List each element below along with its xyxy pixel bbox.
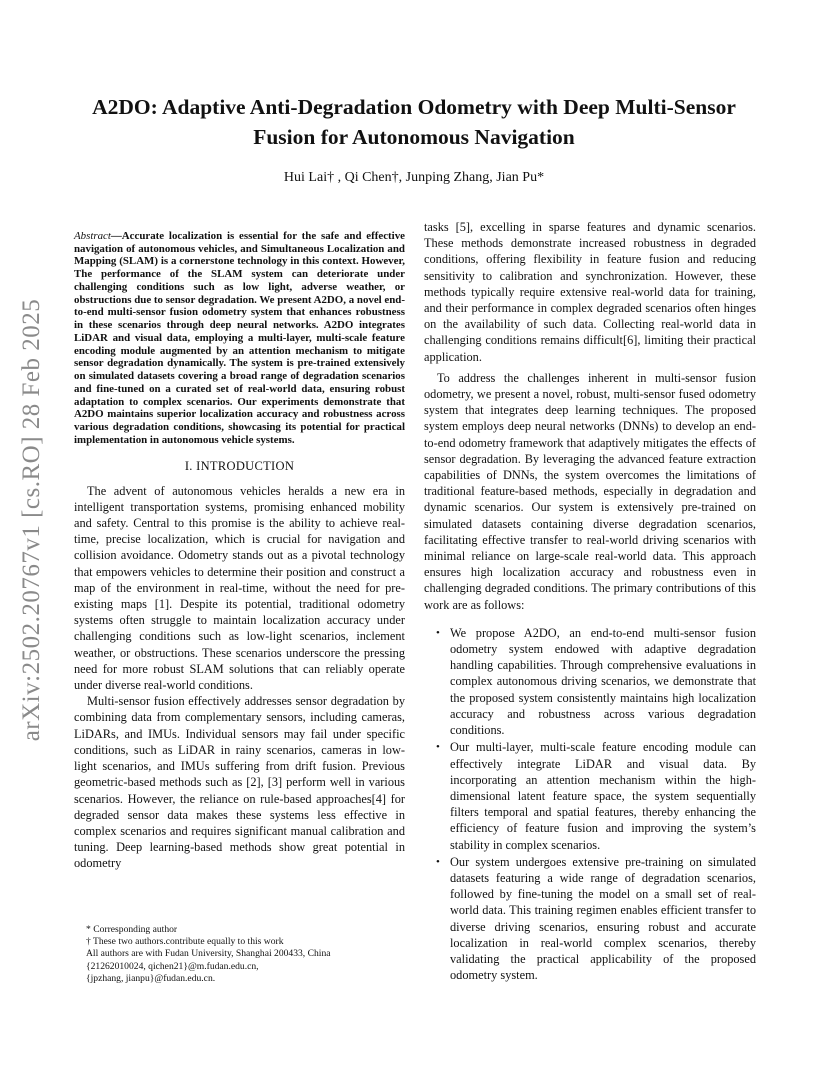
title-line-2: Fusion for Autonomous Navigation	[253, 125, 575, 149]
section-heading-introduction: I. INTRODUCTION	[184, 458, 295, 473]
arxiv-identifier: arXiv:2502.20767v1 [cs.RO] 28 Feb 2025	[18, 298, 45, 742]
footnotes	[74, 924, 405, 985]
footnote-corresponding: * Corresponding author	[86, 924, 178, 935]
bullet-icon: •	[436, 626, 440, 639]
list-item	[424, 854, 756, 984]
contribution-text-2: Our multi-layer, multi-scale feature encoding module can effectively integrate LiDAR and visual data. By incorporating an attention mechanism within the high-dimensional latent feature space, the system sequentially filters temporal and spatial features, thereby enhancing the efficiency of feature fusion and improving the system’s stability in complex scenarios.	[450, 740, 756, 852]
footnote-emails-1: {21262010024, qichen21}@m.fudan.edu.cn,	[86, 960, 259, 972]
footnote-equal-contribution: † These two authors.contribute equally to this work	[86, 936, 284, 948]
intro-paragraph-3: tasks [5], excelling in sparse features and dynamic scenarios. These methods demonstrate increased robustness in degraded conditions, offering flexibility in feature fusion and reducing sensitivity to calibration and synchronization. However, these methods typically require extensive real-world data for training, and their performance in complex degraded scenarios often hinges on the availability of such data. Collecting real-world data in challenging conditions remains difficult[6], limiting their practical application.	[424, 220, 756, 364]
intro-paragraph-1: The advent of autonomous vehicles heralds a new era in intelligent transportation systems, promising enhanced mobility and safety. Central to this promise is the ability to achieve real-time, precise localization, which is crucial for navigation and collision avoidance. Odometry stands out as a pivotal technology that empowers vehicles to determine their position and construct a map of the environment in real-time, without the need for pre-existing maps [1]. Despite its potential, traditional odometry systems often struggle to maintain localization accuracy under challenging conditions such as low-light scenarios, inclement weather, or obstructions. These scenarios underscore the pressing need for more robust SLAM solutions that can reliably operate under diverse real-world conditions.	[74, 483, 405, 693]
list-item	[424, 625, 756, 738]
contribution-text-1: We propose A2DO, an end-to-end multi-sensor fusion odometry system endowed with adaptive degradation handling capabilities. Through comprehensive evaluations in complex autonomous driving scenarios, we demonstrate that the proposed system consistently maintains high localization accuracy and robustness across various degradation conditions.	[450, 625, 756, 738]
abstract-text: —Accurate localization is essential for the safe and effective navigation of autonomous vehicles, and Simultaneous Localization and Mapping (SLAM) is a cornerstone technology in this context. However, The performance of the SLAM system can deteriorate under challenging conditions such as low light, adverse weather, or obstructions due to sensor degradation. We present A2DO, a novel end-to-end multi-sensor fusion odometry system that enhances robustness in these scenarios through deep neural networks. A2DO integrates LiDAR and visual data, employing a multi-layer, multi-scale feature encoding module augmented by an attention mechanism to mitigate sensor degradation dynamically. The system is pre-trained extensively on simulated datasets covering a broad range of degradation scenarios and fine-tuned on a curated set of real-world data, ensuring robust adaptation to complex scenarios. Our experiments demonstrate that A2DO maintains superior localization accuracy and robustness across various degradation conditions, showcasing its potential for practical implementation in autonomous vehicle systems.	[74, 229, 405, 446]
left-column	[74, 219, 405, 872]
abstract-label: Abstract	[74, 229, 111, 242]
contributions-list	[424, 625, 756, 983]
footnote-emails-2: {jpzhang, jianpu}@fudan.edu.cn.	[86, 972, 216, 984]
bullet-icon: •	[436, 741, 440, 754]
author-list: Hui Lai† , Qi Chen†, Junping Zhang, Jian Pu*	[283, 170, 545, 185]
list-item	[424, 739, 756, 852]
bullet-icon: •	[436, 855, 440, 868]
title-line-1: A2DO: Adaptive Anti-Degradation Odometry with Deep Multi-Sensor	[92, 95, 736, 119]
paper-title	[60, 92, 768, 152]
abstract	[74, 230, 405, 447]
footnote-affiliation: All authors are with Fudan University, Shanghai 200433, China	[86, 948, 331, 960]
intro-paragraph-4: To address the challenges inherent in multi-sensor fusion odometry, we present a novel, robust, multi-sensor fused odometry system that integrates deep learning techniques. The proposed system employs deep neural networks (DNNs) to develop an end-to-end odometry framework that adaptively mitigates the effects of sensor degradation. By leveraging the advanced feature extraction capabilities of DNNs, the system overcomes the limitations of traditional feature-based methods, especially in degradation and dynamic scenarios. Our system is extensively pre-trained on simulated datasets containing diverse degradation scenarios, facilitating effective transfer to real-world driving scenarios with minimal reliance on large-scale real-world data. This approach ensures high localization accuracy and robustness even in challenging degraded conditions. The primary contributions of this work are as follows:	[424, 370, 756, 612]
right-column	[424, 219, 756, 984]
intro-paragraph-2: Multi-sensor fusion effectively addresses sensor degradation by combining data from complementary sensors, including cameras, LiDARs, and IMUs. Individual sensors may fail under specific conditions, such as LiDAR in rainy scenarios, cameras in low-light scenarios, and IMUs suffering from drift fusion. Previous geometric-based methods such as [2], [3] perform well in various scenarios. However, the reliance on rule-based approaches[4] for degraded sensor data makes these systems less effective in complex scenarios and requires significant manual calibration and tuning. Deep learning-based methods show great potential in odometry	[74, 694, 405, 871]
contribution-text-3: Our system undergoes extensive pre-training on simulated datasets featuring a wide range of degradation scenarios, followed by fine-tuning the model on a small set of real-world data. This training regimen enables efficient transfer to diverse driving scenarios, ensuring robust and accurate localization in real-world complex scenarios, thereby validating the practical applicability of the proposed odometry system.	[450, 854, 756, 983]
arxiv-sidebar	[12, 280, 52, 760]
